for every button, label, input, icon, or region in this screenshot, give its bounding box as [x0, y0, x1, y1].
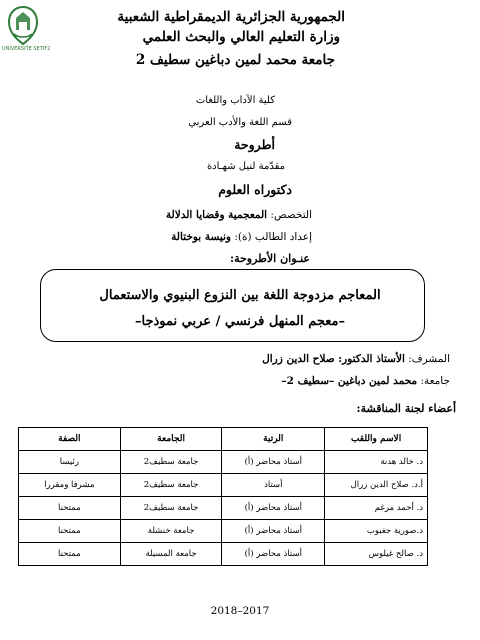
supervisor-line — [262, 353, 450, 365]
member-rank: أستاذ — [222, 474, 325, 497]
jury-table — [18, 427, 428, 566]
prepared-by-line — [171, 231, 312, 243]
table-row — [19, 474, 428, 497]
degree-name: دكتوراه العلوم — [218, 182, 292, 197]
department-name: قسم اللغة والأدب العربي — [188, 117, 292, 128]
supervisor-university-name: محمد لمين دباغين –سطيف 2– — [281, 375, 418, 387]
supervisor-label: المشرف: — [408, 353, 450, 365]
specialty-label: التخصص: — [270, 209, 312, 221]
member-role: مشرفا ومقررا — [19, 474, 121, 497]
member-university: جامعة سطيف2 — [120, 451, 222, 474]
header-name: الاسم واللقب — [325, 428, 428, 451]
table-row — [19, 520, 428, 543]
thesis-title-label: عنـوان الأطروحة: — [230, 252, 310, 265]
member-name: د. خالد هدنة — [325, 451, 428, 474]
member-name: أ.د. صلاح الدين زرال — [325, 474, 428, 497]
supervisor-name: الأستاذ الدكتور: صلاح الدين زرال — [262, 353, 405, 365]
presented-for: مقدّمة لنيل شهـادة — [206, 161, 285, 172]
jury-title: أعضاء لجنة المناقشة: — [356, 402, 456, 415]
specialty-line — [166, 209, 312, 221]
header-rank: الرتبة — [222, 428, 325, 451]
header-university: الجامعة — [120, 428, 222, 451]
table-row — [19, 451, 428, 474]
member-rank: أستاذ محاضر (أ) — [222, 497, 325, 520]
prepared-by-label: إعداد الطالب (ة): — [234, 231, 312, 243]
faculty-name: كلية الآداب واللغات — [195, 95, 275, 106]
jury-table-header — [19, 428, 428, 451]
member-role: ممتحنا — [19, 543, 121, 566]
member-role: ممتحنا — [19, 520, 121, 543]
republic-heading: الجمهورية الجزائرية الديمقراطية الشعبية — [117, 9, 345, 25]
member-name: د.صورية جغبوب — [325, 520, 428, 543]
member-university: جامعة سطيف2 — [120, 497, 222, 520]
header-role: الصفة — [19, 428, 121, 451]
table-row — [19, 497, 428, 520]
table-row — [19, 543, 428, 566]
ministry-heading: وزارة التعليم العالي والبحث العلمي — [142, 29, 340, 45]
member-university: جامعة خنشلة — [120, 520, 222, 543]
thesis-title-box — [40, 269, 425, 342]
logo-caption: UNIVERSITE SETIF2 — [2, 46, 51, 52]
member-rank: أستاذ محاضر (أ) — [222, 543, 325, 566]
thesis-title-line-2: –معجم المنهل فرنسي / عربي نموذجا– — [135, 314, 345, 329]
member-university: جامعة سطيف2 — [120, 474, 222, 497]
university-logo-icon — [6, 4, 40, 48]
supervisor-university-label: جامعة: — [420, 375, 450, 387]
supervisor-university-line — [281, 375, 450, 387]
student-name: ونيسة بوختالة — [171, 231, 232, 243]
member-role: ممتحنا — [19, 497, 121, 520]
member-rank: أستاذ محاضر (أ) — [222, 520, 325, 543]
thesis-title-line-1: المعاجم مزدوجة اللغة بين النزوع البنيوي والاستعمال — [99, 288, 381, 303]
document-type: أطروحة — [234, 137, 275, 152]
member-role: رئيسا — [19, 451, 121, 474]
member-rank: أستاذ محاضر (أ) — [222, 451, 325, 474]
member-name: د. أحمد مرغم — [325, 497, 428, 520]
academic-year: 2018–2017 — [210, 605, 270, 617]
university-heading: جامعة محمد لمين دباغين سطيف 2 — [135, 52, 335, 68]
member-name: د. صالح غيلوس — [325, 543, 428, 566]
specialty-value: المعجمية وقضايا الدلالة — [165, 209, 268, 221]
member-university: جامعة المسيلة — [120, 543, 222, 566]
